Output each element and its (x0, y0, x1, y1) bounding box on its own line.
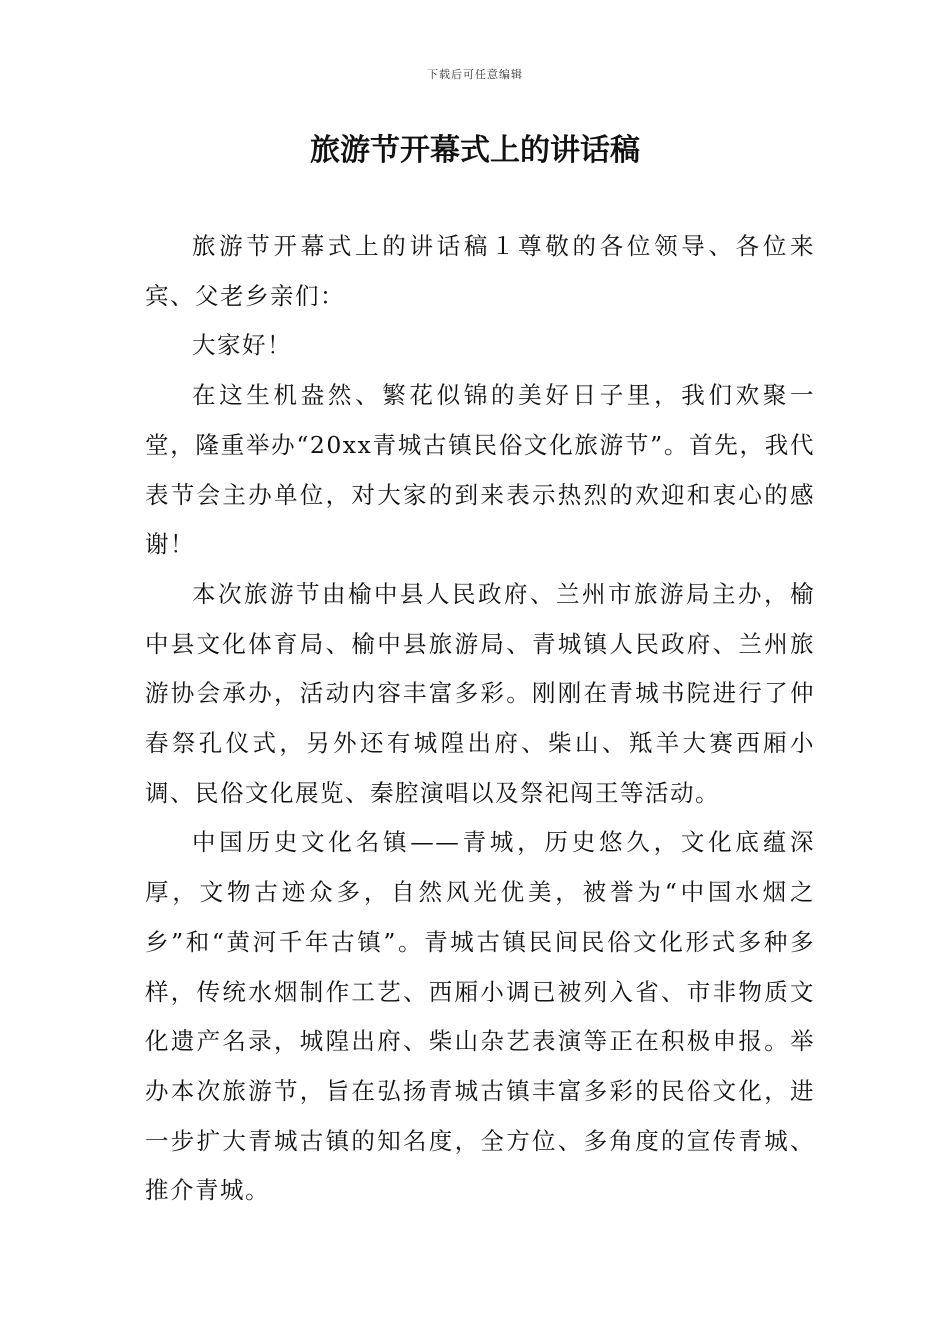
paragraph-history: 中国历史文化名镇——青城，历史悠久，文化底蕴深厚，文物古迹众多，自然风光优美，被誉为“中国水烟之乡”和“黄河千年古镇”。青城古镇民间民俗文化形式多种多样，传统水烟制作工艺、西厢小调已被列入省、市非物质文化遗产名录，城隍出府、柴山杂艺表演等正在积极申报。举办本次旅游节，旨在弘扬青城古镇丰富多彩的民俗文化，进一步扩大青城古镇的知名度，全方位、多角度的宣传青城、推介青城。 (145, 828, 815, 1205)
header-note: 下载后可任意编辑 (427, 68, 523, 81)
paragraph-welcome: 在这生机盎然、繁花似锦的美好日子里，我们欢聚一堂，隆重举办“20xx青城古镇民俗文化旅游节”。首先，我代表节会主办单位，对大家的到来表示热烈的欢迎和衷心的感谢！ (145, 381, 815, 559)
paragraph-hello: 大家好！ (192, 331, 292, 360)
document-title: 旅游节开幕式上的讲话稿 (310, 133, 640, 168)
paragraph-greeting: 旅游节开幕式上的讲话稿１尊敬的各位领导、各位来宾、父老乡亲们： (145, 232, 815, 310)
document-body (145, 222, 815, 1216)
paragraph-organizers: 本次旅游节由榆中县人民政府、兰州市旅游局主办，榆中县文化体育局、榆中县旅游局、青城镇人民政府、兰州旅游协会承办，活动内容丰富多彩。刚刚在青城书院进行了仲春祭孔仪式，另外还有城隍出府、柴山、羝羊大赛西厢小调、民俗文化展览、秦腔演唱以及祭祀闯王等活动。 (145, 579, 815, 807)
